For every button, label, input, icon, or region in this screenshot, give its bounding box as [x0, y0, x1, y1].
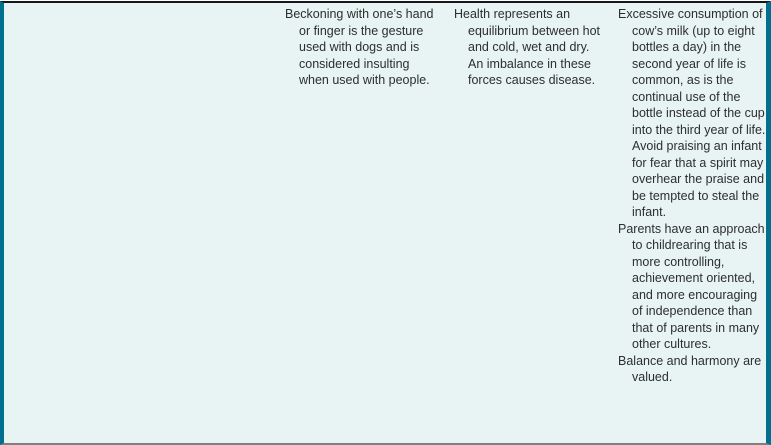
cell-paragraph: Health represents an equilibrium between hot and cold, wet and dry. An imbalance in these forces causes disease. — [454, 7, 601, 87]
cell-paragraph: Balance and harmony are valued. — [618, 353, 762, 384]
table-cell-childrearing — [618, 6, 766, 386]
cell-paragraph: Excessive consumption of cow’s milk (up to eight bottles a day) in the second year of life is common, as is the continual use of the bottle instead of the cup into the third year of life. Avoid praising an infant for fear that a spirit may overhear the praise and be tempted to steal the infant. — [618, 7, 766, 219]
table-panel — [0, 1, 771, 445]
table-cell-empty — [4, 6, 285, 386]
cell-paragraph: Parents have an approach to childrearing that is more controlling, achievement oriented, and more encouraging of independence than that of parents in many other cultures. — [618, 221, 765, 351]
table-row — [4, 3, 766, 386]
table-cell-gestures — [285, 6, 435, 89]
table-cell-health-beliefs — [454, 6, 606, 89]
cell-paragraph: Beckoning with one’s hand or finger is the gesture used with dogs and is considered insulting when used with people. — [285, 7, 434, 87]
